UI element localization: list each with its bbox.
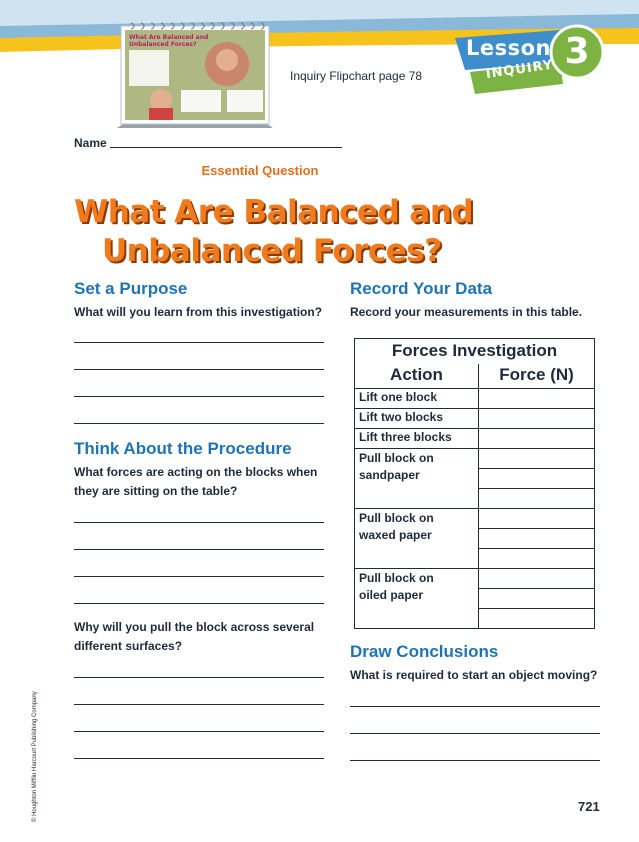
answer-line[interactable] — [74, 369, 324, 370]
force-input-cell[interactable] — [479, 589, 595, 609]
set-purpose-question: What will you learn from this investigation? — [74, 305, 323, 319]
name-write-line[interactable] — [110, 147, 342, 148]
inquiry-label: INQUIRY — [484, 57, 555, 82]
answer-line[interactable] — [350, 706, 600, 707]
answer-line[interactable] — [74, 423, 324, 424]
force-input-cell[interactable] — [479, 489, 595, 509]
force-input-cell[interactable] — [479, 449, 595, 469]
action-line-2: waxed paper — [359, 528, 432, 542]
force-input-cell[interactable] — [479, 409, 595, 429]
table-row-action — [355, 509, 479, 569]
action-line-2: sandpaper — [359, 468, 420, 482]
force-input-cell[interactable] — [479, 549, 595, 569]
procedure-question-1-line-1: What forces are acting on the blocks when — [74, 465, 318, 479]
table-caption: Forces Investigation — [355, 339, 595, 365]
lesson-label: Lesson — [466, 36, 552, 60]
page-title-line-1: What Are Balanced and — [74, 194, 474, 230]
answer-line[interactable] — [74, 576, 324, 577]
force-input-cell[interactable] — [479, 469, 595, 489]
column-header-action: Action — [355, 364, 479, 389]
name-label: Name — [74, 136, 107, 150]
table-row-action: Lift two blocks — [355, 409, 479, 429]
flipchart-reference: Inquiry Flipchart page 78 — [290, 69, 423, 83]
lesson-number: 3 — [564, 31, 590, 72]
page-title-line-2: Unbalanced Forces? — [102, 233, 442, 269]
procedure-question-2-line-2: different surfaces? — [74, 639, 183, 653]
answer-line[interactable] — [74, 549, 324, 550]
table-row-action: Lift one block — [355, 389, 479, 409]
answer-line[interactable] — [350, 733, 600, 734]
table-row-action — [355, 449, 479, 509]
conclusions-heading: Draw Conclusions — [350, 642, 499, 661]
answer-line[interactable] — [74, 522, 324, 523]
procedure-heading: Think About the Procedure — [74, 439, 292, 458]
record-data-heading: Record Your Data — [350, 279, 493, 298]
page-number: 721 — [578, 799, 600, 814]
answer-line[interactable] — [74, 603, 324, 604]
answer-line[interactable] — [74, 704, 324, 705]
table-row-action: Lift three blocks — [355, 429, 479, 449]
forces-investigation-table — [354, 338, 595, 629]
force-input-cell[interactable] — [479, 429, 595, 449]
copyright-notice: © Houghton Mifflin Harcourt Publishing Company — [32, 691, 38, 822]
force-input-cell[interactable] — [479, 529, 595, 549]
essential-question-label: Essential Question — [201, 163, 319, 178]
flipchart-thumbnail — [117, 20, 273, 128]
answer-line[interactable] — [74, 758, 324, 759]
force-input-cell[interactable] — [479, 569, 595, 589]
table-row-action — [355, 569, 479, 629]
action-line-1: Pull block on — [359, 511, 434, 525]
answer-line[interactable] — [350, 760, 600, 761]
action-line-1: Pull block on — [359, 451, 434, 465]
force-input-cell[interactable] — [479, 509, 595, 529]
procedure-question-2-line-1: Why will you pull the block across several — [74, 620, 315, 634]
action-line-2: oiled paper — [359, 588, 424, 602]
conclusions-question: What is required to start an object moving? — [350, 668, 598, 682]
set-purpose-heading: Set a Purpose — [74, 279, 188, 298]
answer-line[interactable] — [74, 342, 324, 343]
force-input-cell[interactable] — [479, 609, 595, 629]
column-header-force: Force (N) — [479, 364, 595, 389]
action-line-1: Pull block on — [359, 571, 434, 585]
procedure-question-1-line-2: they are sitting on the table? — [74, 484, 238, 498]
answer-line[interactable] — [74, 731, 324, 732]
answer-line[interactable] — [74, 396, 324, 397]
force-input-cell[interactable] — [479, 389, 595, 409]
record-data-instruction: Record your measurements in this table. — [350, 305, 583, 319]
answer-line[interactable] — [74, 677, 324, 678]
flipchart-thumbnail-title: What Are Balanced and Unbalanced Forces? — [129, 34, 209, 48]
